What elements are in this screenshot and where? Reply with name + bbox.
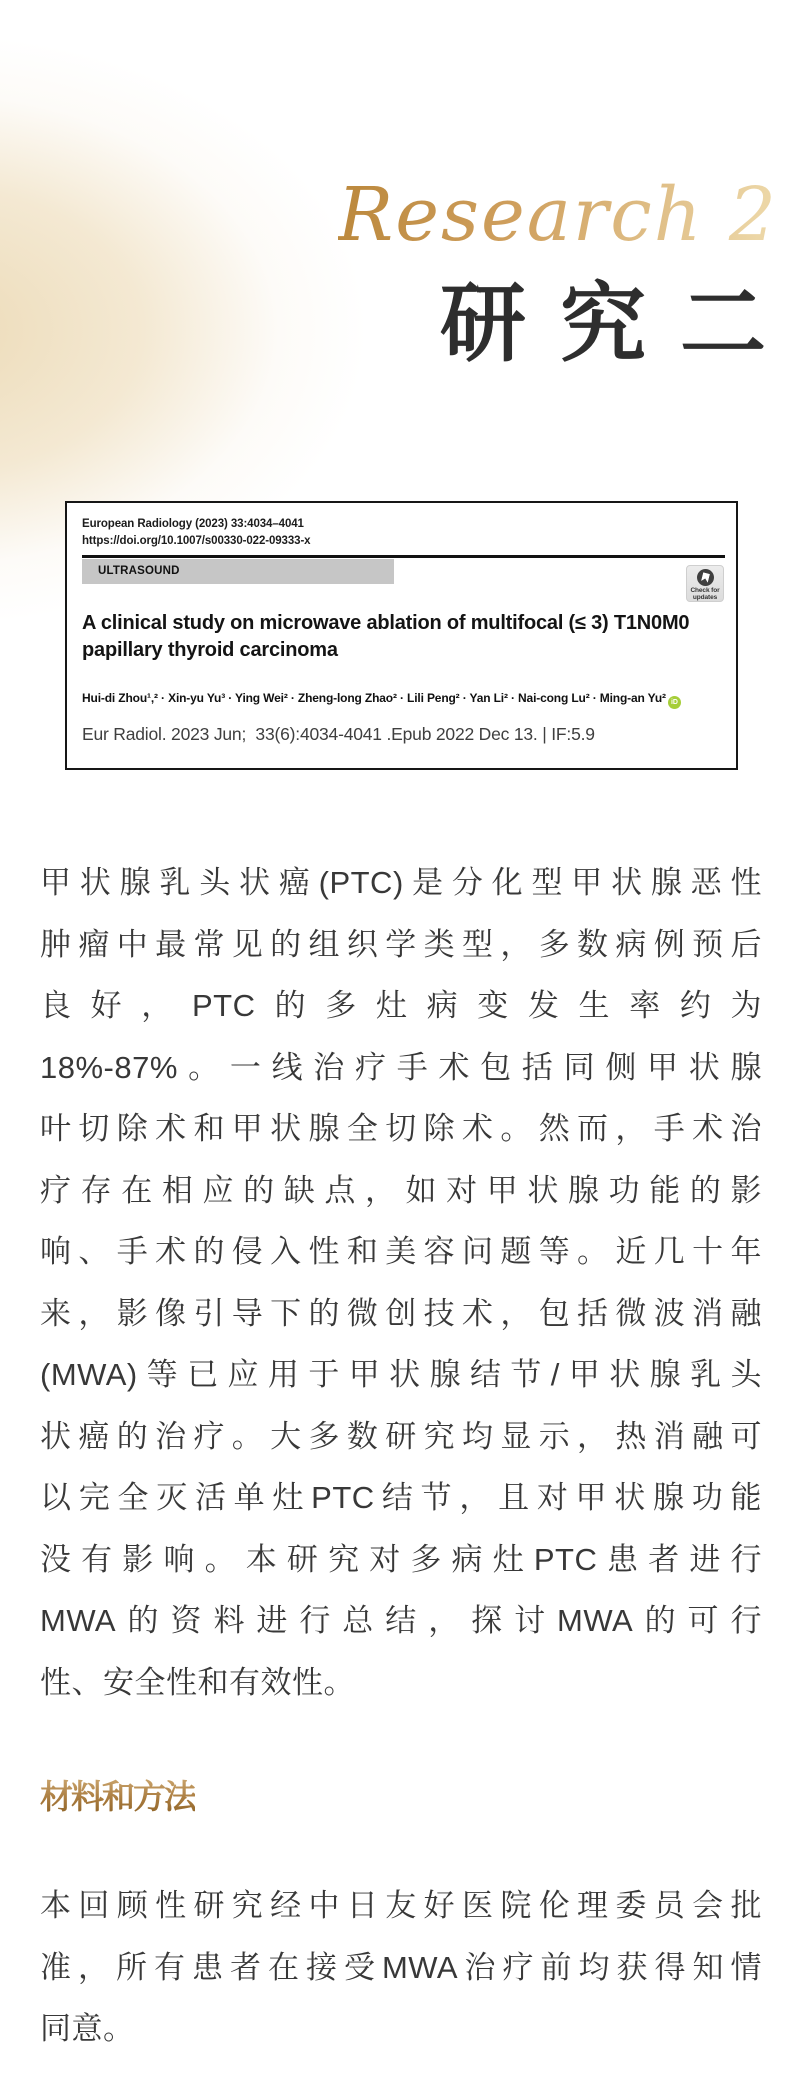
journal-section-tag: ULTRASOUND <box>82 559 394 584</box>
check-badge-text-line1: Check for <box>690 586 720 594</box>
intro-paragraph <box>40 852 762 1713</box>
check-badge-text-line2: updates <box>692 593 718 601</box>
bookmark-glyph <box>701 572 710 582</box>
text-line: 状癌的治疗。大多数研究均显示，热消融可 <box>40 1418 762 1454</box>
text-line: 甲状腺乳头状癌(PTC)是分化型甲状腺恶性 <box>40 865 762 900</box>
text-line: 本回顾性研究经中日友好医院伦理委员会批 <box>40 1888 762 1923</box>
text-line: (MWA)等已应用于甲状腺结节/甲状腺乳头 <box>40 1357 762 1392</box>
paper-card[interactable] <box>65 501 738 770</box>
text-line: 响、手术的侵入性和美容问题等。近几十年 <box>40 1234 762 1269</box>
authors-line <box>82 690 732 709</box>
text-line: MWA的资料进行总结，探讨MWA的可行 <box>40 1603 762 1638</box>
text-line: papillary thyroid carcinoma <box>82 639 338 661</box>
text-line: A clinical study on microwave ablation of multifocal (≤ 3) T1N0M0 <box>82 612 690 634</box>
text-line: 性、安全性和有效性。 <box>40 1664 355 1700</box>
text-line: 准，所有患者在接受MWA治疗前均获得知情 <box>40 1949 762 1985</box>
journal-volume-line: European Radiology (2023) 33:4034–4041 <box>82 518 304 530</box>
methods-heading: 材料和方法 <box>40 1780 195 1816</box>
text-line: 良好，PTC的多灶病变发生率约为 <box>40 988 762 1023</box>
section-title-cn: 研究二 <box>440 276 800 372</box>
text-line: 肿瘤中最常见的组织学类型，多数病例预后 <box>40 926 762 962</box>
citation-line: Eur Radiol. 2023 Jun; 33(6):4034-4041 .Epub 2022 Dec 13. | IF:5.9 <box>82 724 595 744</box>
research-section-label: Research 2 <box>337 172 778 258</box>
text-line: 以完全灭活单灶PTC结节，且对甲状腺功能 <box>40 1480 762 1515</box>
check-for-updates-badge <box>686 565 724 602</box>
text-line: 同意。 <box>40 2011 135 2046</box>
text-line: 18%-87%。一线治疗手术包括同侧甲状腺 <box>40 1049 762 1085</box>
text-line: 叶切除术和甲状腺全切除术。然而，手术治 <box>40 1111 762 1146</box>
paper-title <box>82 610 730 664</box>
methods-paragraph <box>40 1875 762 2060</box>
header-rule <box>82 555 725 558</box>
text-line: 疗存在相应的缺点，如对甲状腺功能的影 <box>40 1172 762 1208</box>
authors-text: Hui-di Zhou¹,² · Xin-yu Yu³ · Ying Wei² · Zheng-long Zhao² · Lili Peng² · Yan Li² · Nai-cong Lu² · Ming-an Yu² <box>82 691 666 705</box>
bookmark-icon <box>697 569 714 586</box>
orcid-icon: iD <box>668 696 681 709</box>
text-line: 没有影响。本研究对多病灶PTC患者进行 <box>40 1541 762 1577</box>
doi-line: https://doi.org/10.1007/s00330-022-09333-x <box>82 535 311 547</box>
text-line: 来，影像引导下的微创技术，包括微波消融 <box>40 1295 762 1331</box>
